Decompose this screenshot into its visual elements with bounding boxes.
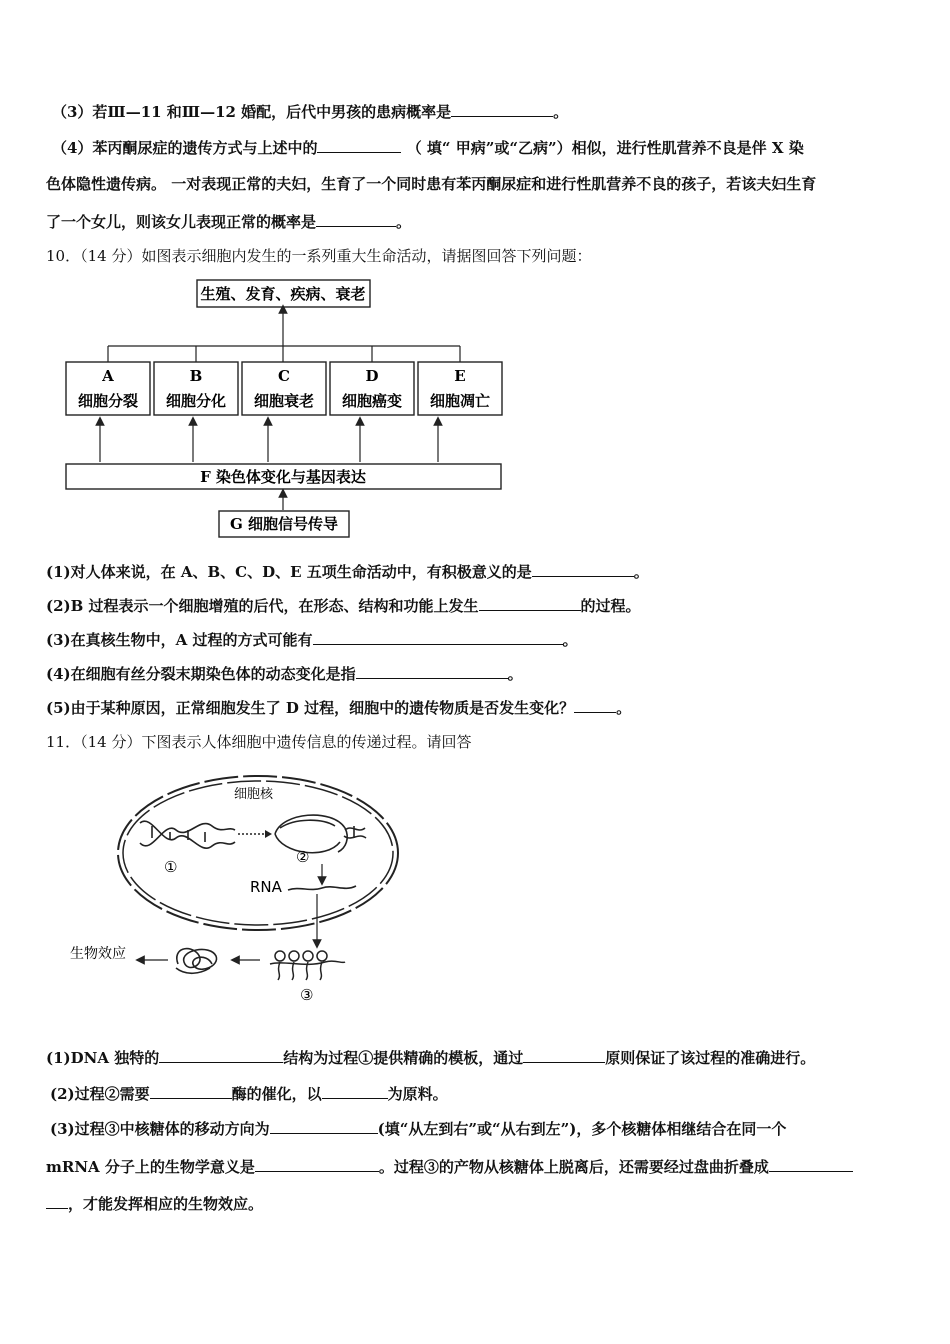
q11-sub2: (2)过程②需要 酶的催化，以 为原料。 xyxy=(50,1085,448,1103)
answer-blank[interactable] xyxy=(150,1084,232,1099)
marker-1: ① xyxy=(164,858,178,876)
q9-sub4-line3: 了一个女儿，则该女儿表现正常的概率是 。 xyxy=(46,213,412,231)
q9-sub3-text: （3）若Ⅲ—11 和Ⅲ—12 婚配，后代中男孩的患病概率是 xyxy=(52,103,452,121)
rna-label: RNA xyxy=(250,878,282,896)
answer-blank[interactable] xyxy=(159,1048,283,1063)
dna-helix-icon xyxy=(140,821,235,848)
q9-sub4-line2: 色体隐性遗传病。 一对表现正常的夫妇，生育了一个同时患有苯丙酮尿症和进行性肌营养不良的孩子，若该夫妇生育 xyxy=(46,175,817,193)
box-b-label: 细胞分化 xyxy=(165,392,227,410)
answer-blank[interactable] xyxy=(255,1157,379,1172)
folded-protein-icon xyxy=(176,949,217,974)
box-a-label: 细胞分裂 xyxy=(77,392,139,410)
q10-title: 10．（14 分）如图表示细胞内发生的一系列重大生命活动，请据图回答下列问题： xyxy=(46,247,592,265)
box-a-letter: A xyxy=(102,367,114,385)
answer-blank[interactable] xyxy=(313,630,563,645)
q10-sub3: (3)在真核生物中，A 过程的方式可能有 。 xyxy=(46,631,578,649)
box-c-letter: C xyxy=(278,367,290,385)
q11-sub1: (1)DNA 独特的 结构为过程①提供精确的模板，通过 原则保证了该过程的准确进行。 xyxy=(46,1049,816,1067)
q10-sub4: (4)在细胞有丝分裂末期染色体的动态变化是指 。 xyxy=(46,665,523,683)
top-box-label: 生殖、发育、疾病、衰老 xyxy=(200,285,366,303)
q11-sub3-line1: (3)过程③中核糖体的移动方向为 (填“从左到右”或“从右到左”)，多个核糖体相继结合在同一个 xyxy=(50,1120,787,1138)
answer-blank[interactable] xyxy=(532,562,634,577)
marker-2: ② xyxy=(296,848,310,866)
q10-sub5: (5)由于某种原因，正常细胞发生了 D 过程，细胞中的遗传物质是否发生变化？ 。 xyxy=(46,699,632,717)
answer-blank[interactable] xyxy=(322,1084,388,1099)
q10-sub1: (1)对人体来说，在 A、B、C、D、E 五项生命活动中，有积极意义的是 。 xyxy=(46,563,649,581)
q9-sub3: （3）若Ⅲ—11 和Ⅲ—12 婚配，后代中男孩的患病概率是 。 xyxy=(52,103,569,121)
answer-blank[interactable] xyxy=(316,212,396,227)
nucleus-label: 细胞核 xyxy=(234,787,274,802)
effect-label: 生物效应 xyxy=(70,946,126,962)
box-b-letter: B xyxy=(189,367,203,385)
answer-blank[interactable] xyxy=(270,1119,378,1134)
answer-blank[interactable] xyxy=(451,102,553,117)
answer-blank[interactable] xyxy=(317,138,401,153)
box-d-label: 细胞癌变 xyxy=(341,392,403,410)
transcription-bubble-icon xyxy=(275,815,366,853)
q11-sub3-line2: mRNA 分子上的生物学意义是 。过程③的产物从核糖体上脱离后，还需要经过盘曲折叠成 xyxy=(46,1157,853,1177)
cell-activity-diagram xyxy=(60,278,510,543)
box-e-label: 细胞凋亡 xyxy=(429,392,491,410)
box-c-label: 细胞衰老 xyxy=(253,392,315,410)
box-d-letter: D xyxy=(365,367,379,385)
gene-expression-diagram xyxy=(60,768,420,1008)
answer-blank[interactable] xyxy=(46,1194,68,1209)
polysome-icon xyxy=(270,951,345,980)
q10-sub2: (2)B 过程表示一个细胞增殖的后代，在形态、结构和功能上发生 的过程。 xyxy=(46,597,641,615)
nucleus-membrane-inner xyxy=(123,781,393,925)
answer-blank[interactable] xyxy=(356,664,508,679)
rna-strand xyxy=(288,886,356,890)
q11-sub3-line3: ，才能发挥相应的生物效应。 xyxy=(46,1194,263,1214)
q11-title: 11．（14 分）下图表示人体细胞中遗传信息的传递过程。请回答 xyxy=(46,733,472,751)
box-f-label: F 染色体变化与基因表达 xyxy=(200,468,366,486)
q9-sub4-line1: （4）苯丙酮尿症的遗传方式与上述中的 （ 填“ 甲病”或“乙病”）相似，进行性肌营养不良是伴 X 染 xyxy=(52,139,804,157)
answer-blank[interactable] xyxy=(523,1048,605,1063)
box-g-label: G 细胞信号传导 xyxy=(229,515,339,533)
answer-blank[interactable] xyxy=(574,698,616,713)
box-e-letter: E xyxy=(454,367,466,385)
answer-blank[interactable] xyxy=(479,596,581,611)
answer-blank[interactable] xyxy=(769,1157,853,1172)
marker-3: ③ xyxy=(300,986,314,1004)
